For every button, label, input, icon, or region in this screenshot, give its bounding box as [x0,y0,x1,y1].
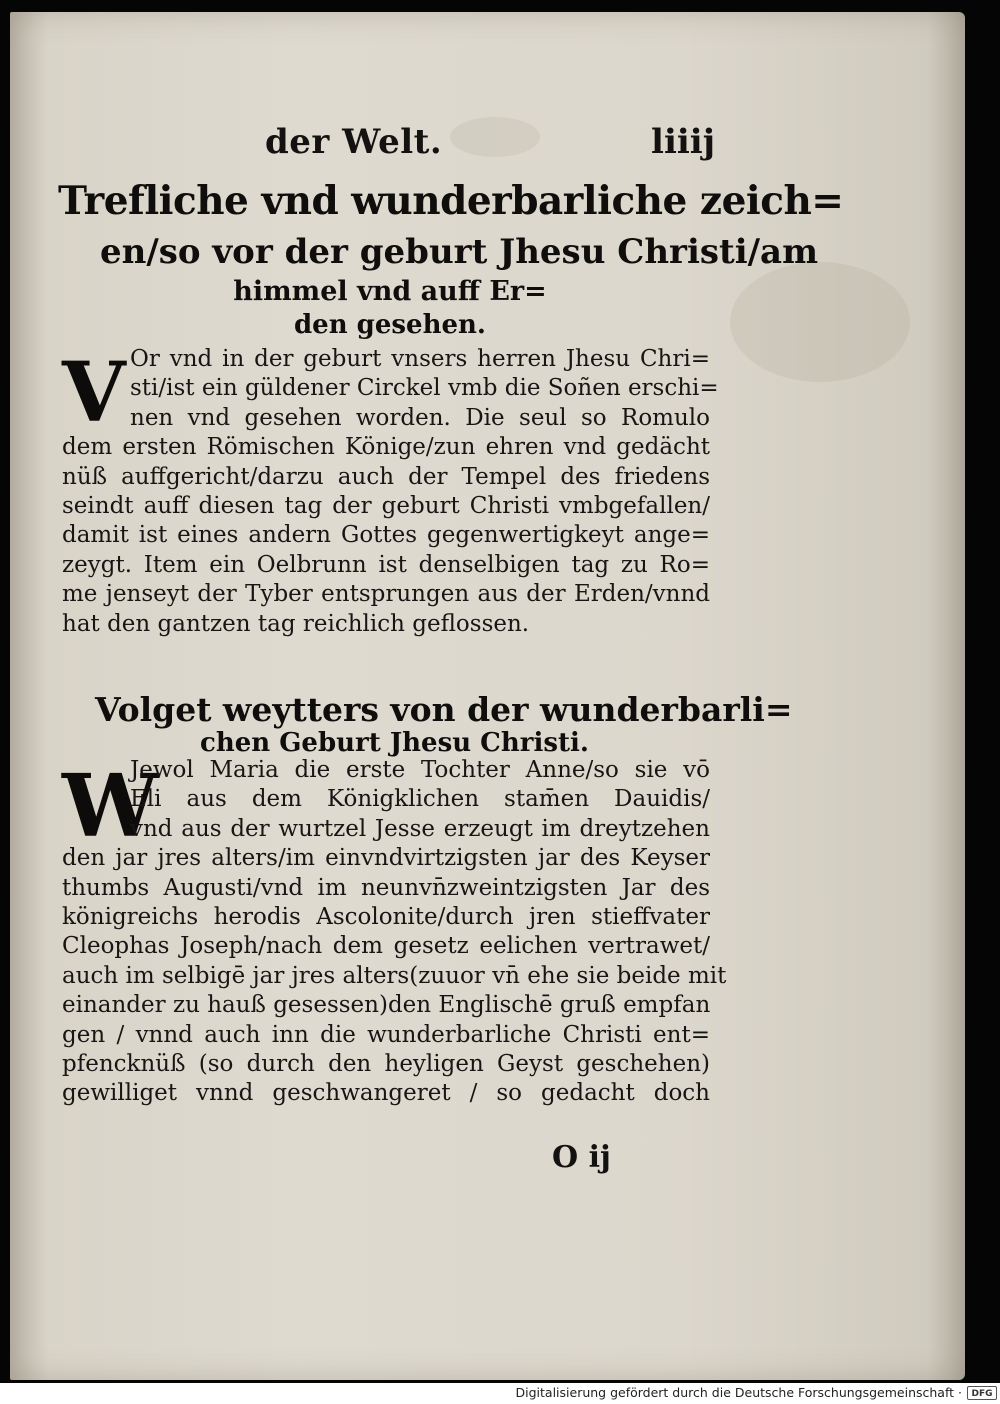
signature-mark: O ij [552,1140,611,1175]
text-line: sti/ist ein güldener Circkel vmb die Soñen erschi= [130,375,719,402]
text-line: gewilliget vnnd geschwangeret / so gedacht doch [62,1080,710,1107]
text-line: me jenseyt der Tyber entsprungen aus der Erden/vnnd [62,581,710,608]
paragraph-2 [62,756,727,1109]
text-line: damit ist eines andern Gottes gegenwertigkeyt ange= [62,522,710,549]
text-line: thumbs Augusti/vnd im neunvn̄zweintzigsten Jar des [62,874,710,901]
text-line: dem ersten Römischen Könige/zun ehren vnd gedächt [62,434,710,461]
drop-cap-initial: W [62,756,159,857]
funding-credit: Digitalisierung gefördert durch die Deutsche Forschungsgemeinschaft · [515,1385,962,1400]
text-line: Cleophas Joseph/nach dem gesetz eelichen vertrawet/ [62,933,710,960]
text-line: vnd aus der wurtzel Jesse erzeugt im dreytzehen [130,815,710,842]
text-line: zeygt. Item ein Oelbrunn ist denselbigen tag zu Ro= [62,551,710,578]
text-line: gen / vnnd auch inn die wunderbarliche Christi ent= [62,1021,710,1048]
text-line: königreichs herodis Ascolonite/durch jren stieffvater [62,903,710,930]
heading1-line3: himmel vnd auff Er= [233,276,547,307]
running-title: der Welt. [265,122,443,162]
text-line: auch im selbigē jar jres alters(zuuor vn̄ ehe sie beide mit [62,962,727,989]
heading2-line1: Volget weytters von der wunderbarli= [95,690,793,729]
paragraph-1 [62,345,719,639]
folio-number: liiij [651,122,715,162]
text-line: nen vnd gesehen worden. Die seul so Romulo [130,404,710,431]
bleed-through [730,262,910,382]
text-line: pfencknüß (so durch den heyligen Geyst geschehen) [62,1050,710,1077]
heading2-line2: chen Geburt Jhesu Christi. [200,728,589,758]
drop-cap-initial: V [62,345,126,441]
text-line: Jewol Maria die erste Tochter Anne/so sie vō [130,757,710,783]
text-line: hat den gantzen tag reichlich geflossen. [62,610,530,637]
text-line: nüß auffgericht/darzu auch der Tempel des friedens [62,463,710,490]
running-head [265,122,715,166]
footer-bar [0,1383,1000,1404]
heading1-line1: Trefliche vnd wunderbarliche zeich= [58,178,844,224]
text-line: den jar jres alters/im einvndvirtzigsten jar des Keyser [62,845,710,872]
text-line: Or vnd in der geburt vnsers herren Jhesu Chri= [130,346,710,372]
heading1-line4: den gesehen. [294,310,486,340]
heading1-line2: en/so vor der geburt Jhesu Christi/am [100,232,819,272]
text-line: seindt auff diesen tag der geburt Christi vmbgefallen/ [62,492,710,519]
text-line: Eli aus dem Königklichen stam̄en Dauidis/ [130,786,710,813]
dfg-logo-icon: DFG [967,1386,997,1400]
text-line: einander zu hauß gesessen)den Englischē gruß empfan [62,992,711,1019]
